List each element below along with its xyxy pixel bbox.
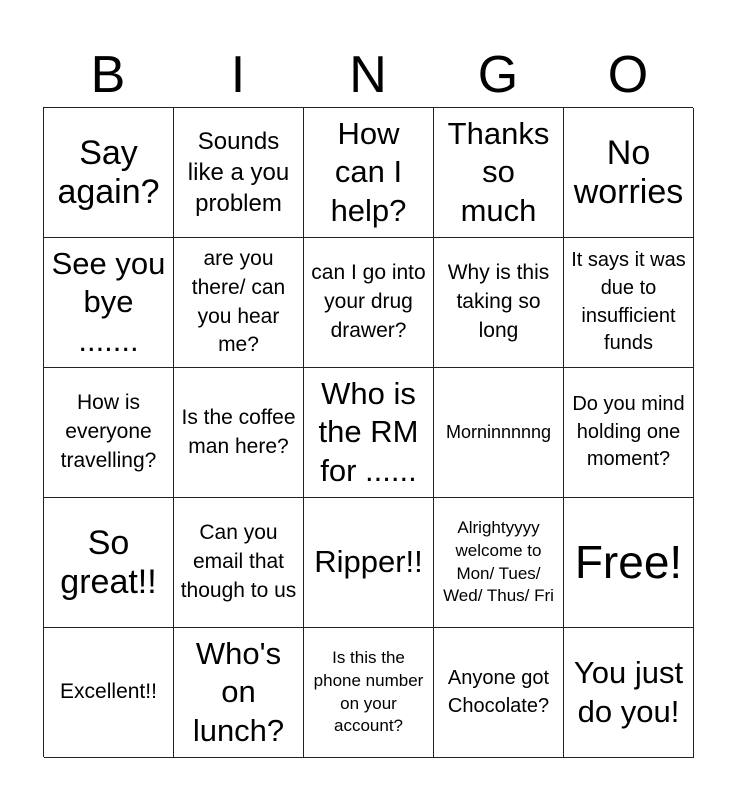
bingo-cell-text: Is the coffee man here? xyxy=(181,405,296,458)
bingo-cell-text: Who's on lunch? xyxy=(192,635,285,748)
bingo-cell-text: No worries xyxy=(573,133,684,211)
bingo-cell-text: You just do you! xyxy=(573,655,684,729)
bingo-cell-r1c2[interactable] xyxy=(174,108,304,238)
header-letter-o: O xyxy=(607,46,649,104)
bingo-cell-text: Thanks so much xyxy=(447,115,550,228)
bingo-cell-text: Do you mind holding one moment? xyxy=(572,393,685,471)
bingo-cell-text: Morninnnnng xyxy=(445,421,552,442)
bingo-cell-r3c1[interactable] xyxy=(44,368,174,498)
bingo-cell-r2c1[interactable] xyxy=(44,238,174,368)
bingo-cell-r1c3[interactable] xyxy=(304,108,434,238)
header-letter-b: B xyxy=(90,46,126,104)
bingo-cell-r3c2[interactable] xyxy=(174,368,304,498)
header-letter-i: I xyxy=(230,46,246,104)
bingo-cell-text: Say again? xyxy=(57,133,160,211)
bingo-cell-r1c4[interactable] xyxy=(434,108,564,238)
bingo-cell-text: See you bye ....... xyxy=(51,245,166,358)
bingo-cell-text: How is everyone travelling? xyxy=(60,391,157,472)
bingo-cell-text: So great!! xyxy=(60,523,157,601)
header-letter-g: G xyxy=(477,46,519,104)
bingo-cell-text: How can I help? xyxy=(330,115,407,228)
header-letter-n: N xyxy=(349,46,387,104)
bingo-cell-r2c2[interactable] xyxy=(174,238,304,368)
bingo-cell-r5c2[interactable] xyxy=(174,628,304,758)
bingo-cell-r3c4[interactable] xyxy=(434,368,564,498)
bingo-cell-r4c2[interactable] xyxy=(174,498,304,628)
bingo-cell-r5c3[interactable] xyxy=(304,628,434,758)
bingo-cell-text: Why is this taking so long xyxy=(447,261,550,342)
bingo-cell-text: Who is the RM for ...... xyxy=(318,375,419,488)
bingo-cell-r4c4[interactable] xyxy=(434,498,564,628)
bingo-cell-text: are you there/ can you hear me? xyxy=(191,246,286,357)
bingo-card-grid xyxy=(43,107,693,757)
bingo-cell-text: Sounds like a you problem xyxy=(187,127,290,218)
bingo-cell-r3c3[interactable] xyxy=(304,368,434,498)
bingo-cell-r4c3[interactable] xyxy=(304,498,434,628)
bingo-cell-r2c5[interactable] xyxy=(564,238,694,368)
bingo-cell-r1c1[interactable] xyxy=(44,108,174,238)
bingo-cell-text: Alrightyyyy welcome to Mon/ Tues/ Wed/ Thus/ Fri xyxy=(443,518,554,606)
bingo-cell-r4c1[interactable] xyxy=(44,498,174,628)
bingo-cell-text: can I go into your drug drawer? xyxy=(311,261,426,342)
bingo-cell-text: Anyone got Chocolate? xyxy=(447,666,550,717)
bingo-cell-text: Ripper!! xyxy=(314,544,423,580)
bingo-cell-r3c5[interactable] xyxy=(564,368,694,498)
bingo-cell-r5c5[interactable] xyxy=(564,628,694,758)
bingo-cell-text: Excellent!! xyxy=(60,680,157,704)
bingo-cell-text: Is this the phone number on your account? xyxy=(313,648,424,736)
bingo-cell-r2c3[interactable] xyxy=(304,238,434,368)
bingo-cell-text: Free! xyxy=(574,535,683,588)
bingo-header xyxy=(43,44,693,106)
bingo-cell-r4c5[interactable] xyxy=(564,498,694,628)
bingo-cell-r2c4[interactable] xyxy=(434,238,564,368)
bingo-cell-r5c1[interactable] xyxy=(44,628,174,758)
bingo-cell-text: Can you email that though to us xyxy=(180,521,297,602)
bingo-cell-r1c5[interactable] xyxy=(564,108,694,238)
bingo-cell-text: It says it was due to insufficient funds xyxy=(571,249,686,355)
bingo-cell-r5c4[interactable] xyxy=(434,628,564,758)
